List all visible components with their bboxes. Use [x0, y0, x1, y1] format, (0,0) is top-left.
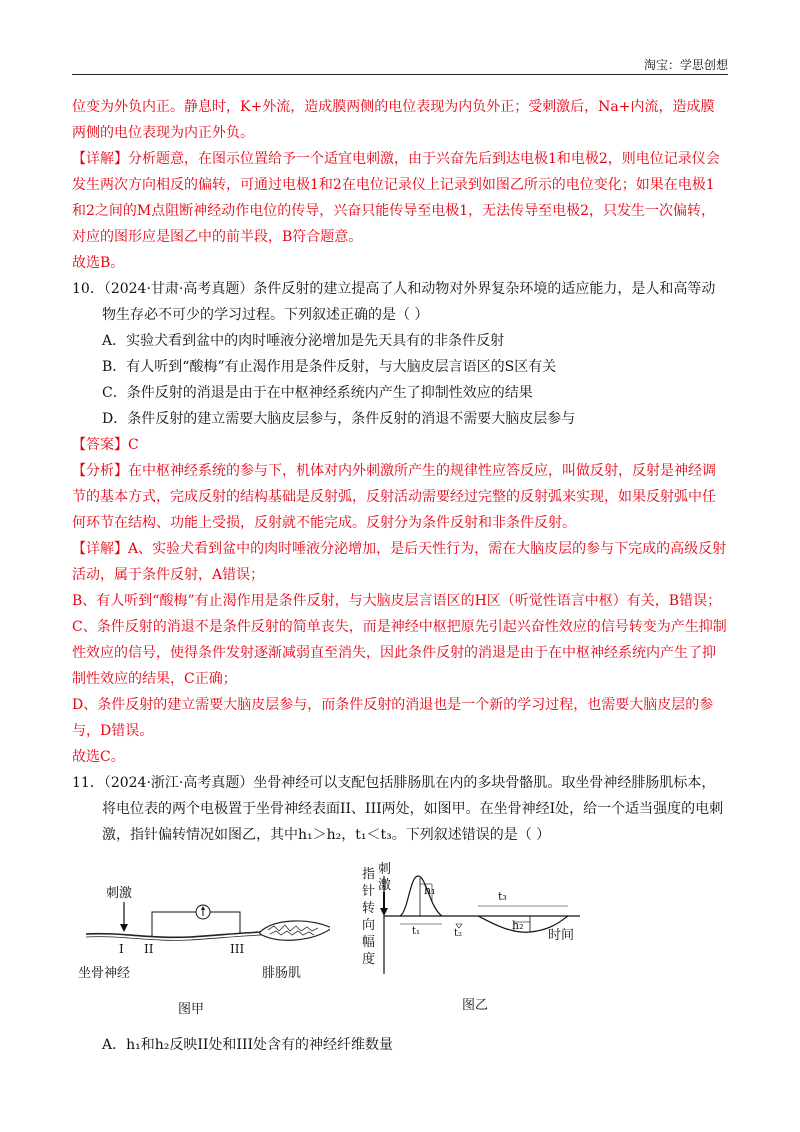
q11-option-a: A．h₁和h₂反映II处和III处含有的神经纤维数量 [102, 1037, 394, 1053]
fig-b-stim-label: 刺 激 [378, 862, 392, 893]
fig-a-caption: 图甲 [178, 1002, 205, 1017]
page-header [72, 58, 728, 75]
fig-b-h2-label: h₂ [512, 919, 524, 932]
fig-a-site-2: II [144, 942, 154, 956]
q10-stem: 10．（2024·甘肃·高考真题）条件反射的建立提高了人和动物对外界复杂环境的适应能力，是人和高等动物生存必不可少的学习过程。下列叙述正确的是（ ） [72, 281, 716, 323]
fig-b-caption: 图乙 [462, 998, 489, 1013]
q10-option-d: D．条件反射的建立需要大脑皮层参与，条件反射的消退不需要大脑皮层参与 [102, 411, 576, 427]
muscle-shape [260, 921, 330, 940]
q10-detail-c: C、条件反射的消退不是条件反射的简单丧失，而是神经中枢把原先引起兴奋性效应的信号转变为产生抑制性效应的信号，使得条件发射逐渐减弱直至消失，因此条件反射的消退是由于在中枢神经系统内产生了抑制性效应的结果，C正确； [72, 619, 727, 687]
fig-a-muscle-label: 腓肠肌 [262, 966, 302, 981]
fig-b-t1-label: t₁ [412, 926, 421, 937]
fig-a-site-3: III [230, 942, 245, 956]
fig-b-h1-label: h₁ [424, 884, 436, 897]
fig-b-time-label: 时间 [548, 928, 575, 943]
fig-b-t2-label: t₂ [454, 928, 463, 939]
fig-a-stim-label: 刺激 [106, 886, 133, 901]
fig-b-t3-label: t₃ [498, 890, 507, 903]
page-content [72, 94, 728, 1058]
fig-a-nerve-label: 坐骨神经 [78, 966, 131, 981]
q10-conclusion: 故选C。 [72, 749, 125, 765]
q10-detail-a: 【详解】A、实验犬看到盆中的肉时唾液分泌增加，是后天性行为，需在大脑皮层的参与下完成的高级反射活动，属于条件反射，A错误； [72, 541, 727, 583]
fig-a-site-1: I [119, 942, 124, 956]
q10-option-b: B．有人听到“酸梅”有止渴作用是条件反射，与大脑皮层言语区的S区有关 [102, 359, 557, 375]
q10-option-a: A．实验犬看到盆中的肉时唾液分泌增加是先天具有的非条件反射 [102, 333, 505, 349]
header-text: 淘宝：学思创想 [643, 58, 728, 72]
figure-b-graph [380, 862, 580, 982]
q10-option-c: C．条件反射的消退是由于在中枢神经系统内产生了抑制性效应的结果 [102, 385, 533, 401]
q11-figures [72, 862, 728, 1032]
q9-explanation-tail: 位变为外负内正。静息时，K+外流，造成膜两侧的电位表现为内负外正；受刺激后，Na+内流，造成膜两侧的电位表现为内正外负。 [72, 99, 715, 141]
fig-b-ylabel: 指 针 转 向 幅 度 [362, 867, 376, 967]
q10-detail-b: B、有人听到“酸梅”有止渴作用是条件反射，与大脑皮层言语区的H区（听觉性语言中枢）有关，B错误； [72, 593, 722, 609]
q10-analysis: 【分析】在中枢神经系统的参与下，机体对内外刺激所产生的规律性应答反应，叫做反射，反射是神经调节的基本方式，完成反射的结构基础是反射弧，反射活动需要经过完整的反射弧来实现，如果反射弧中任何环节在结构、功能上受损，反射就不能完成。反射分为条件反射和非条件反射。 [72, 463, 716, 531]
q11-stem: 11．（2024·浙江·高考真题）坐骨神经可以支配包括腓肠肌在内的多块骨骼肌。取坐骨神经腓肠肌标本，将电位表的两个电极置于坐骨神经表面II、III两处，如图甲。在坐骨神经I处，给一个适当强度的电刺激，指针偏转情况如图乙，其中h₁＞h₂，t₁＜t₃。下列叙述错误的是（ ） [72, 775, 724, 843]
q10-detail-d: D、条件反射的建立需要大脑皮层参与，而条件反射的消退也是一个新的学习过程，也需要大脑皮层的参与，D错误。 [72, 697, 714, 739]
curve-peak-up [400, 876, 442, 916]
q9-conclusion: 故选B。 [72, 255, 125, 271]
q9-detail: 【详解】分析题意，在图示位置给予一个适宜电刺激，由于兴奋先后到达电极1和电极2，则电位记录仪会发生两次方向相反的偏转，可通过电极1和2在电位记录仪上记录到如图乙所示的电位变化；如果在电极1和2之间的M点阻断神经动作电位的传导，兴奋只能传导至电极1，无法传导至电极2，只发生一次偏转，对应的图形应是图乙中的前半段，B符合题意。 [72, 151, 720, 245]
q10-answer: 【答案】C [72, 437, 139, 453]
